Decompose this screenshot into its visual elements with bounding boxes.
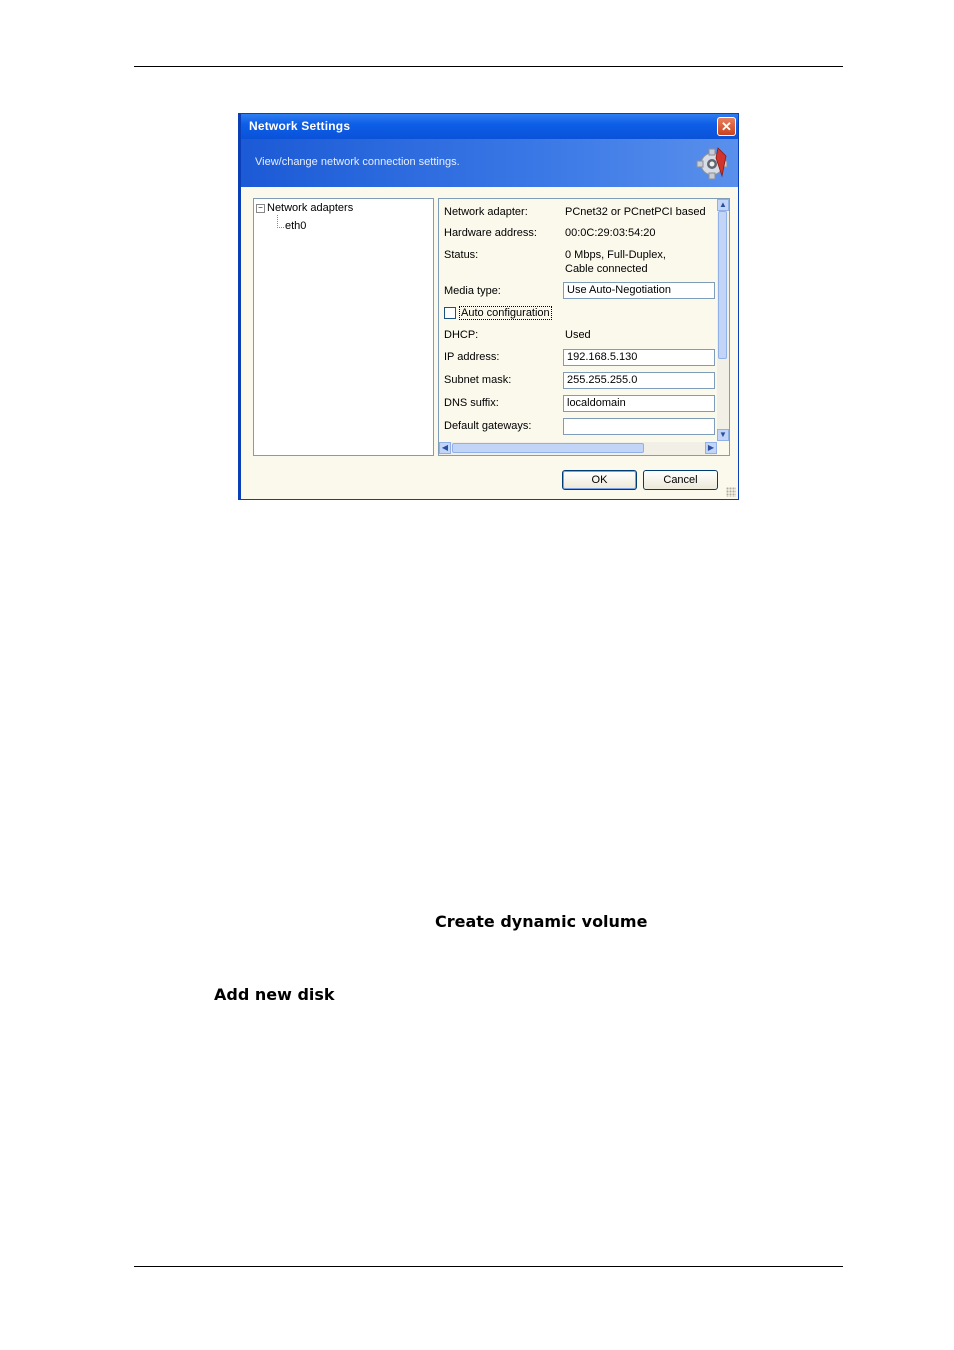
scroll-left-icon[interactable]: ◀ <box>439 442 451 454</box>
scroll-right-icon[interactable]: ▶ <box>705 442 717 454</box>
auto-configuration-checkbox[interactable] <box>444 307 456 319</box>
dhcp-label: DHCP: <box>444 329 479 341</box>
tree-item-eth0[interactable]: eth0 <box>285 220 307 232</box>
heading-add-new-disk: Add new disk <box>214 985 335 1004</box>
vertical-scroll-thumb[interactable] <box>718 211 727 359</box>
adapter-tree[interactable] <box>253 198 434 456</box>
dhcp-value: Used <box>565 329 591 341</box>
tree-root-label: Network adapters <box>267 202 354 214</box>
adapter-properties-panel <box>438 198 730 456</box>
ok-button[interactable]: OK <box>562 470 637 490</box>
dialog-titlebar[interactable] <box>241 114 738 139</box>
default-gateways-input[interactable] <box>563 418 715 435</box>
horizontal-scroll-thumb[interactable] <box>452 443 644 453</box>
scroll-down-icon[interactable]: ▼ <box>717 429 729 441</box>
auto-configuration-label: Auto configuration <box>461 307 550 319</box>
network-adapter-label: Network adapter: <box>444 206 528 218</box>
media-type-label: Media type: <box>444 285 501 297</box>
network-adapter-value: PCnet32 or PCnetPCI based <box>565 206 706 218</box>
vertical-scrollbar[interactable] <box>717 199 729 441</box>
media-type-select[interactable]: Use Auto-Negotiation <box>563 282 715 299</box>
banner-text: View/change network connection settings. <box>255 156 460 168</box>
tree-collapse-icon[interactable]: − <box>256 204 265 213</box>
ip-address-label: IP address: <box>444 351 500 363</box>
ip-address-input[interactable]: 192.168.5.130 <box>563 349 715 366</box>
dialog-banner <box>241 139 738 187</box>
dns-suffix-input[interactable]: localdomain <box>563 395 715 412</box>
status-value-line2: Cable connected <box>565 263 648 275</box>
resize-grip-icon[interactable] <box>726 487 736 497</box>
gear-icon <box>696 146 730 180</box>
scroll-up-icon[interactable]: ▲ <box>717 199 729 211</box>
tree-item-network-adapters[interactable] <box>256 202 353 214</box>
heading-create-dynamic-volume: Create dynamic volume <box>435 912 648 931</box>
auto-configuration-toggle[interactable] <box>444 306 552 320</box>
dns-suffix-label: DNS suffix: <box>444 397 499 409</box>
subnet-mask-input[interactable]: 255.255.255.0 <box>563 372 715 389</box>
network-settings-dialog <box>238 113 739 500</box>
cancel-button[interactable]: Cancel <box>643 470 718 490</box>
close-button[interactable]: ✕ <box>717 117 736 136</box>
tree-connector <box>277 215 284 228</box>
status-value-line1: 0 Mbps, Full-Duplex, <box>565 249 666 261</box>
hardware-address-label: Hardware address: <box>444 227 537 239</box>
footer-rule <box>134 1266 843 1267</box>
dialog-title: Network Settings <box>249 119 351 133</box>
header-rule <box>134 66 843 67</box>
status-label: Status: <box>444 249 479 261</box>
subnet-mask-label: Subnet mask: <box>444 374 512 386</box>
horizontal-scrollbar[interactable] <box>439 442 717 455</box>
hardware-address-value: 00:0C:29:03:54:20 <box>565 227 656 239</box>
default-gateways-label: Default gateways: <box>444 420 532 432</box>
